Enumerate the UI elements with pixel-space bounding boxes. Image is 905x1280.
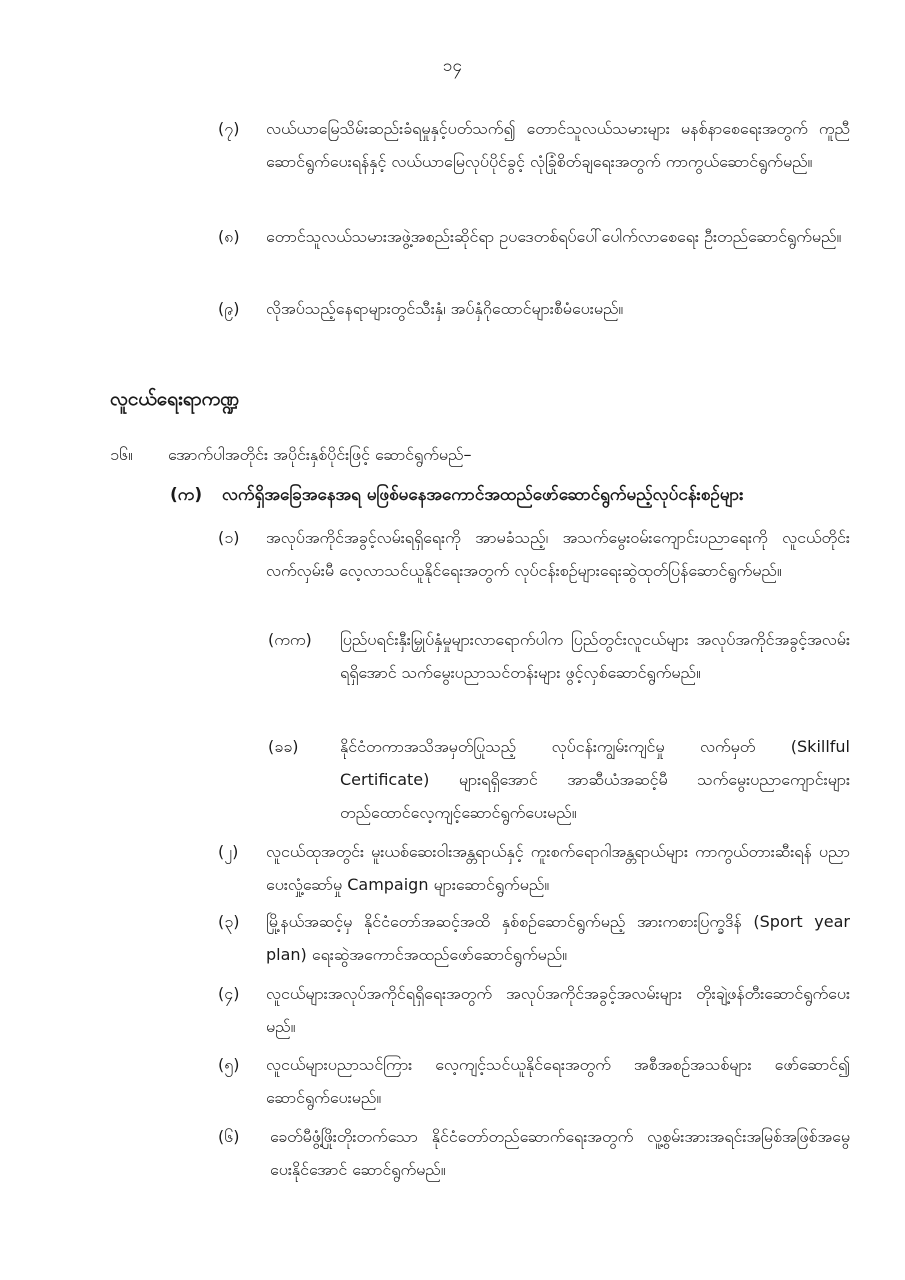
item-text: နိုင်ငံတကာအသိအမှတ်ပြုသည့် လုပ်ငန်းကျွမ်းကျင်မှု လက်မှတ် (Skillful Certificate) များရရှိအောင် အာဆီယံအဆင့်မီ သက်မွေးပညာကျောင်းများ တည်ထောင်လေ့ကျင့်ဆောင်ရွက်ပေးမည်။ bbox=[340, 737, 850, 822]
item-number: (၄) bbox=[218, 984, 240, 1003]
item-number: (၁) bbox=[218, 528, 240, 547]
item-number: (ကက) bbox=[268, 630, 312, 649]
item-text: လိုအပ်သည့်နေရာများတွင်သီးနှံ၊ အပ်နှံဂိုထောင်များစီမံပေးမည်။ bbox=[266, 299, 624, 318]
item-text: မြို့နယ်အဆင့်မှ နိုင်ငံတော်အဆင့်အထိ နှစ်စဉ်ဆောင်ရွက်မည့် အားကစားပြက္ခဒိန် (Sport year plan) ရေးဆွဲအကောင်အထည်ဖော်ဆောင်ရွက်မည်။ bbox=[266, 912, 850, 964]
list-item bbox=[218, 835, 850, 901]
item-number: (ခခ) bbox=[268, 737, 299, 756]
item-text: ပြည်ပရင်းနှီးမြှုပ်နှံမှုများလာရောက်ပါက ပြည်တွင်းလူငယ်များ အလုပ်အကိုင်အခွင့်အလမ်းရရှိအောင် သက်မွေးပညာသင်တန်းများ ဖွင့်လှစ်ဆောင်ရွက်မည်။ bbox=[340, 630, 850, 682]
list-item bbox=[218, 977, 850, 1043]
sub-heading-text: လက်ရှိအခြေအနေအရ မဖြစ်မနေအကောင်အထည်ဖော်ဆောင်ရွက်မည့်လုပ်ငန်းစဉ်များ bbox=[222, 485, 744, 505]
item-text: လူငယ်များပညာသင်ကြား လေ့ကျင့်သင်ယူနိုင်ရေးအတွက် အစီအစဉ်အသစ်များ ဖော်ဆောင်၍ ဆောင်ရွက်ပေးမည်။ bbox=[266, 1055, 850, 1107]
list-item bbox=[268, 623, 850, 689]
list-item bbox=[218, 292, 850, 325]
item-number: (၂) bbox=[218, 842, 239, 861]
item-text: တောင်သူလယ်သမားအဖွဲ့အစည်းဆိုင်ရာ ဥပဒေတစ်ရပ်ပေါ်ပေါက်လာစေရေး ဦးတည်ဆောင်ရွက်မည်။ bbox=[266, 227, 842, 246]
item-text: အလုပ်အကိုင်အခွင့်လမ်းရရှိရေးကို အာမခံသည့်၊ အသက်မွေးဝမ်းကျောင်းပညာရေးကို လူငယ်တိုင်းလက်လှမ်းမီ လေ့လာသင်ယူနိုင်ရေးအတွက် လုပ်ငန်းစဉ်များရေးဆွဲထုတ်ပြန်ဆောင်ရွက်မည်။ bbox=[266, 528, 850, 580]
item-number: (၆) bbox=[218, 1127, 240, 1146]
list-item bbox=[218, 220, 850, 253]
list-item bbox=[268, 730, 850, 829]
item-text: လူငယ်ထုအတွင်း မူးယစ်ဆေးဝါးအန္တရာယ်နှင့် ကူးစက်ရောဂါအန္တရာယ်များ ကာကွယ်တားဆီးရန် ပညာပေးလှုံ့ဆော်မှု Campaign များဆောင်ရွက်မည်။ bbox=[266, 842, 850, 894]
item-number: (၅) bbox=[218, 1055, 240, 1074]
list-item bbox=[218, 112, 850, 178]
list-item bbox=[218, 521, 850, 587]
page-number: ၁၄ bbox=[442, 56, 463, 76]
list-item bbox=[218, 1120, 850, 1186]
list-item bbox=[218, 905, 850, 971]
item-number: (၃) bbox=[218, 912, 240, 931]
list-item bbox=[218, 1048, 850, 1114]
item-text: လူငယ်များအလုပ်အကိုင်ရရှိရေးအတွက် အလုပ်အကိုင်အခွင့်အလမ်းများ တိုးချဲ့ဖန်တီးဆောင်ရွက်ပေးမည်။ bbox=[266, 984, 850, 1036]
section-heading: လူငယ်ရေးရာကဏ္ဍ bbox=[110, 388, 240, 410]
item-text: လယ်ယာမြေသိမ်းဆည်းခံရမှုနှင့်ပတ်သက်၍ တောင်သူလယ်သမားများ မနစ်နာစေရေးအတွက် ကူညီဆောင်ရွက်ပေးရန်နှင့် လယ်ယာမြေလုပ်ပိုင်ခွင့် လုံခြုံစိတ်ချရေးအတွက် ကာကွယ်ဆောင်ရွက်မည်။ bbox=[266, 119, 850, 171]
sub-heading-number: (က) bbox=[170, 485, 203, 505]
item-number: (၇) bbox=[218, 119, 240, 138]
paragraph-text: အောက်ပါအတိုင်း အပိုင်းနှစ်ပိုင်းဖြင့် ဆောင်ရွက်မည်– bbox=[168, 445, 472, 464]
item-number: (၉) bbox=[218, 299, 240, 318]
item-number: (၈) bbox=[218, 227, 240, 246]
paragraph-number: ၁၆။ bbox=[110, 445, 133, 464]
item-text: ခေတ်မီဖွံ့ဖြိုးတိုးတက်သော နိုင်ငံတော်တည်ဆောက်ရေးအတွက် လူ့စွမ်းအားအရင်းအမြစ်အဖြစ်အမွေပေးနိုင်အောင် ဆောင်ရွက်မည်။ bbox=[270, 1127, 850, 1179]
